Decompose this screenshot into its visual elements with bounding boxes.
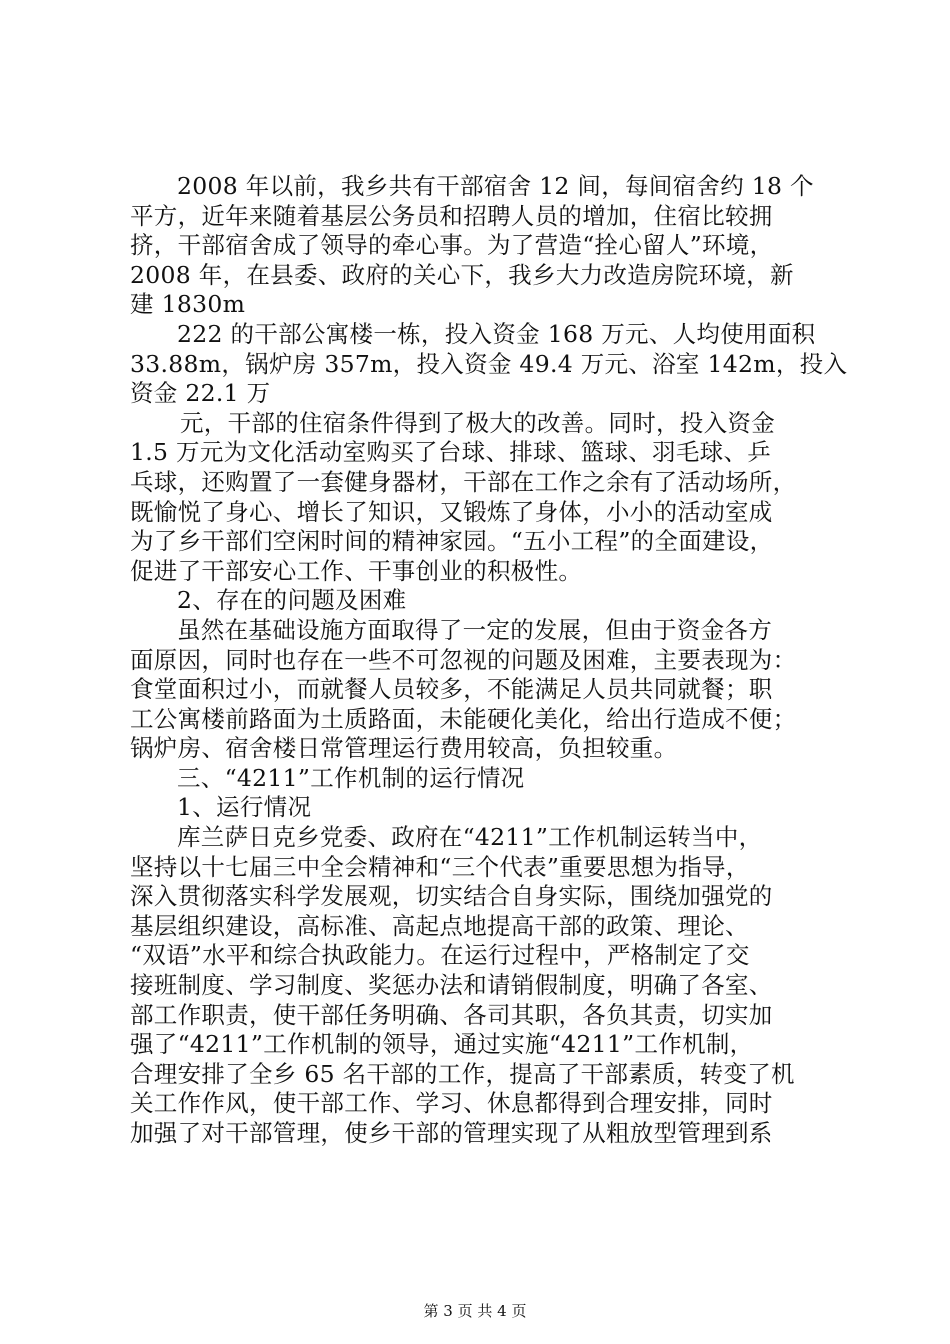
paragraph-line: 工公寓楼前路面为土质路面，未能硬化美化，给出行造成不便； [130, 704, 797, 733]
paragraph-line: 深入贯彻落实科学发展观，切实结合自身实际，围绕加强党的 [130, 882, 773, 911]
paragraph-line: 虽然在基础设施方面取得了一定的发展，但由于资金各方 [177, 615, 772, 644]
paragraph-line: 2008 年，在县委、政府的关心下，我乡大力改造房院环境，新 [130, 260, 794, 289]
paragraph-line: 坚持以十七届三中全会精神和“三个代表”重要思想为指导， [130, 852, 750, 881]
paragraph-line: 平方，近年来随着基层公务员和招聘人员的增加，住宿比较拥 [130, 201, 773, 230]
paragraph-line: 2008 年以前，我乡共有干部宿舍 12 间，每间宿舍约 18 个 [177, 172, 814, 200]
paragraph-line: 既愉悦了身心、增长了知识，又锻炼了身体，小小的活动室成 [130, 497, 773, 526]
paragraph-line: 关工作作风，使干部工作、学习、休息都得到合理安排，同时 [130, 1089, 773, 1118]
paragraph-line: 33.88m，锅炉房 357m，投入资金 49.4 万元、浴室 142m，投入 [130, 349, 848, 378]
paragraph-line: 库兰萨日克乡党委、政府在“4211”工作机制运转当中， [177, 823, 763, 852]
paragraph-line: 强了“4211”工作机制的领导，通过实施“4211”工作机制， [130, 1030, 754, 1059]
document-body [130, 172, 848, 1149]
paragraph-line: 促进了干部安心工作、干事创业的积极性。 [130, 556, 583, 585]
paragraph-line: 建 1830m [130, 290, 246, 319]
paragraph-line: 挤，干部宿舍成了领导的牵心事。为了营造“拴心留人”环境， [130, 231, 774, 260]
section-heading: 2、存在的问题及困难 [177, 586, 407, 615]
paragraph-line: 资金 22.1 万 [130, 379, 271, 408]
paragraph-line: 合理安排了全乡 65 名干部的工作，提高了干部素质，转变了机 [130, 1059, 795, 1088]
section-heading: 三、“4211”工作机制的运行情况 [177, 763, 525, 792]
paragraph-line: 锅炉房、宿舍楼日常管理运行费用较高，负担较重。 [130, 734, 678, 763]
paragraph-line: 乓球，还购置了一套健身器材，干部在工作之余有了活动场所， [130, 467, 797, 496]
paragraph-line: 为了乡干部们空闲时间的精神家园。“五小工程”的全面建设， [130, 527, 774, 556]
paragraph-line: “双语”水平和综合执政能力。在运行过程中，严格制定了交 [130, 941, 750, 970]
paragraph-line: 222 的干部公寓楼一栋，投入资金 168 万元、人均使用面积 [177, 319, 816, 348]
paragraph-line: 部工作职责，使干部任务明确、各司其职，各负其责，切实加 [130, 1000, 773, 1029]
paragraph-line: 1.5 万元为文化活动室购买了台球、排球、篮球、羽毛球、乒 [130, 438, 772, 467]
paragraph-line: 接班制度、学习制度、奖惩办法和请销假制度，明确了各室、 [130, 971, 773, 1000]
page-number-footer: 第 3 页 共 4 页 [423, 1302, 527, 1320]
paragraph-line: 基层组织建设，高标准、高起点地提高干部的政策、理论、 [130, 911, 749, 940]
section-heading: 1、运行情况 [177, 793, 312, 822]
paragraph-line: 元，干部的住宿条件得到了极大的改善。同时，投入资金 [180, 408, 775, 437]
paragraph-line: 加强了对干部管理，使乡干部的管理实现了从粗放型管理到系 [130, 1119, 773, 1147]
paragraph-line: 面原因，同时也存在一些不可忽视的问题及困难，主要表现为： [130, 645, 797, 674]
paragraph-line: 食堂面积过小，而就餐人员较多，不能满足人员共同就餐；职 [130, 675, 773, 704]
